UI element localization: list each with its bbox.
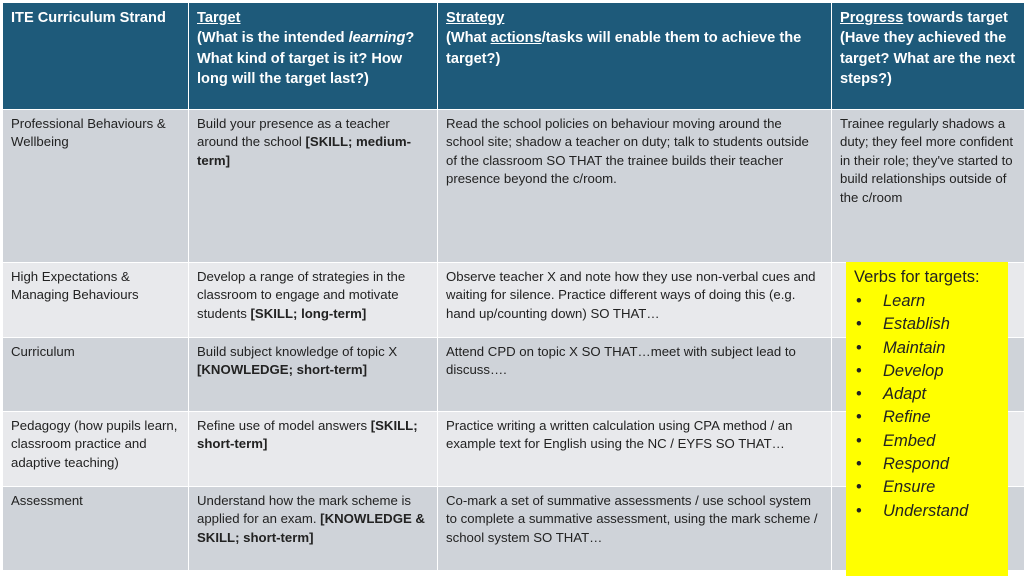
header-progress: Progress towards target (Have they achieved the target? What are the next steps?)	[832, 3, 1024, 110]
target-tag: [SKILL; medium-term]	[197, 134, 412, 168]
target-tag: [SKILL; long-term]	[250, 305, 367, 321]
list-item: • Respond	[854, 453, 1004, 476]
strand-cell: High Expectations & Managing Behaviours	[3, 263, 189, 338]
verbs-title: Verbs for targets:	[854, 268, 980, 286]
header-strategy-title: Strategy	[446, 10, 505, 26]
target-cell: Refine use of model answers [SKILL; short-term]	[189, 412, 438, 487]
bullet: •	[856, 361, 862, 380]
bullet: •	[856, 385, 862, 404]
list-item: • Understand	[854, 500, 1004, 523]
strand-cell: Curriculum	[3, 338, 189, 412]
header-progress-title: Progress	[840, 10, 904, 26]
bullet: •	[856, 455, 862, 474]
header-strategy: Strategy (What actions/tasks will enable them to achieve the target?)	[438, 3, 832, 110]
list-item: • Adapt	[854, 383, 1004, 406]
header-strand: ITE Curriculum Strand	[3, 3, 189, 110]
list-item: • Embed	[854, 430, 1004, 453]
target-tag: [SKILL; short-term]	[197, 418, 418, 452]
header-strategy-actions: actions	[490, 30, 542, 47]
target-cell: Build subject knowledge of topic X [KNOWLEDGE; short-term]	[189, 338, 438, 412]
list-item: • Establish	[854, 313, 1004, 336]
bullet: •	[856, 431, 862, 450]
list-item: • Ensure	[854, 476, 1004, 499]
target-cell: Build your presence as a teacher around the school [SKILL; medium-term]	[189, 110, 438, 263]
target-tag: [KNOWLEDGE & SKILL; short-term]	[197, 511, 425, 545]
header-row	[3, 3, 1024, 110]
strand-cell: Professional Behaviours & Wellbeing	[3, 110, 189, 263]
strategy-cell: Co-mark a set of summative assessments / use school system to complete a summative assessment, using the mark scheme / school system SO THAT…	[438, 487, 832, 571]
progress-cell: Trainee regularly shadows a duty; they feel more confident in their role; they've started to build relationships outside of the c/room	[832, 110, 1024, 263]
bullet: •	[856, 408, 862, 427]
bullet: •	[856, 338, 862, 357]
strand-cell: Assessment	[3, 487, 189, 571]
strategy-cell: Practice writing a written calculation using CPA method / an example text for English using the NC / EYFS SO THAT…	[438, 412, 832, 487]
list-item: • Maintain	[854, 337, 1004, 360]
target-tag: [KNOWLEDGE; short-term]	[197, 362, 367, 378]
strategy-cell: Attend CPD on topic X SO THAT…meet with subject lead to discuss….	[438, 338, 832, 412]
header-target-title: Target	[197, 10, 241, 26]
header-target: Target (What is the intended learning? What kind of target is it? How long will the target last?)	[189, 3, 438, 110]
strand-cell: Pedagogy (how pupils learn, classroom practice and adaptive teaching)	[3, 412, 189, 487]
target-cell: Understand how the mark scheme is applied for an exam. [KNOWLEDGE & SKILL; short-term]	[189, 487, 438, 571]
strategy-cell: Observe teacher X and note how they use non-verbal cues and waiting for silence. Practice different ways of doing this (e.g. hand up/counting down) SO THAT…	[438, 263, 832, 338]
list-item: • Develop	[854, 360, 1004, 383]
table-row	[3, 110, 1024, 263]
bullet: •	[856, 478, 862, 497]
strategy-cell: Read the school policies on behaviour moving around the school site; shadow a teacher on duty; talk to students outside of the classroom SO THAT the trainee builds their teacher presence beyond the c/room.	[438, 110, 832, 263]
list-item: • Refine	[854, 406, 1004, 429]
header-target-emphasis: learning	[348, 30, 406, 47]
bullet: •	[856, 315, 862, 334]
bullet: •	[856, 292, 862, 310]
bullet: •	[856, 501, 862, 520]
list-item: • Learn	[854, 290, 1004, 313]
verbs-callout	[846, 262, 1008, 576]
verbs-list	[854, 290, 1004, 523]
target-cell: Develop a range of strategies in the classroom to engage and motivate students [SKILL; long-term]	[189, 263, 438, 338]
